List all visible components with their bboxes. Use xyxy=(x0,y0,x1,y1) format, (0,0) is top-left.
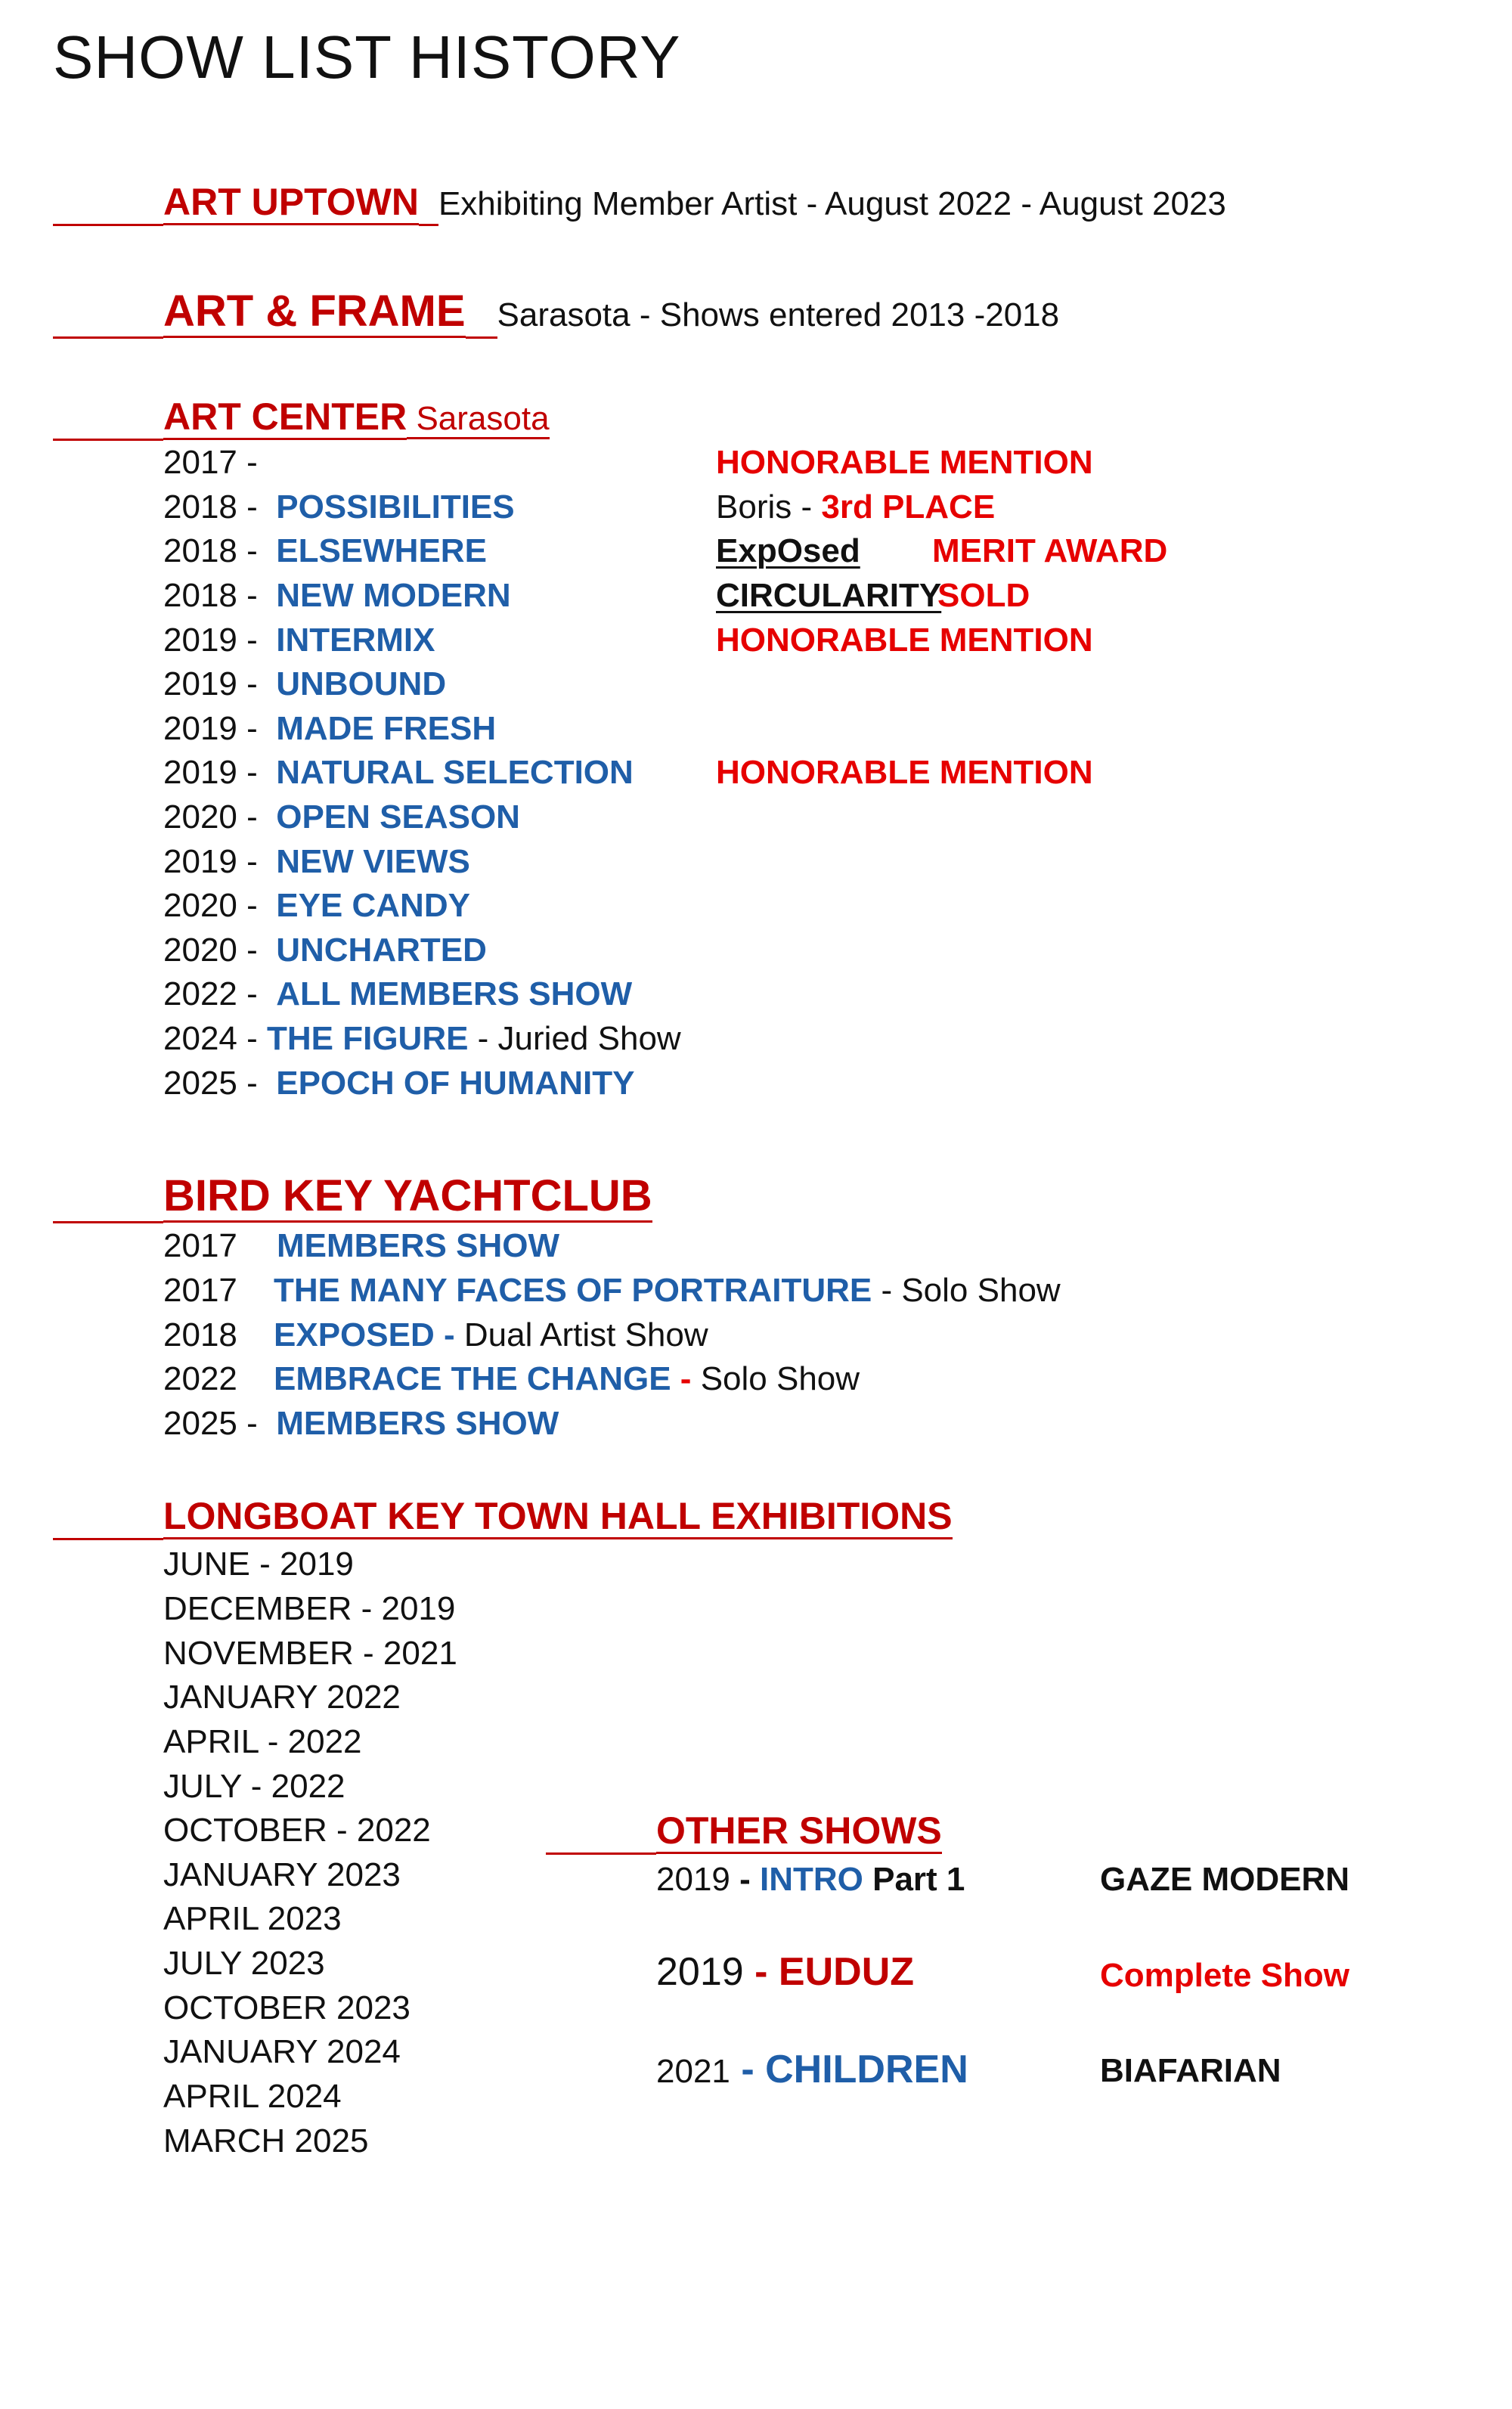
exhibition-date: JANUARY 2024 xyxy=(163,2033,401,2070)
show-name: MEMBERS SHOW xyxy=(277,1227,559,1264)
exhibition-date: APRIL - 2022 xyxy=(163,1723,362,1760)
exhibition-date: JULY - 2022 xyxy=(163,1768,345,1805)
other-show-row: 2021 - CHILDREN xyxy=(656,2048,968,2091)
art-center-row: 2020 - OPEN SEASON xyxy=(163,798,520,836)
art-center-row: 2019 - UNBOUND xyxy=(163,665,447,702)
art-center-row: 2022 - ALL MEMBERS SHOW xyxy=(163,975,633,1012)
section-description: Exhibiting Member Artist - August 2022 - August 2023 xyxy=(438,185,1226,222)
award-note: Boris - 3rd PLACE xyxy=(716,488,996,526)
artwork-title: CIRCULARITY xyxy=(716,577,942,614)
exhibition-date: OCTOBER 2023 xyxy=(163,1989,411,2026)
exhibition-date: JANUARY 2022 xyxy=(163,1679,401,1716)
other-show-venue: GAZE MODERN xyxy=(1100,1861,1349,1898)
show-name: EYE CANDY xyxy=(276,887,470,924)
exhibition-date: NOVEMBER - 2021 xyxy=(163,1635,457,1672)
show-name: EMBRACE THE CHANGE xyxy=(274,1360,671,1397)
art-center-row: 2019 - NATURAL SELECTION xyxy=(163,754,634,791)
art-center-row: 2018 - POSSIBILITIES xyxy=(163,488,515,526)
show-name: THE MANY FACES OF PORTRAITURE xyxy=(274,1272,872,1309)
exhibition-date: JANUARY 2023 xyxy=(163,1856,401,1893)
show-name: INTRO xyxy=(760,1861,863,1898)
section-art-center xyxy=(53,395,550,441)
exhibition-date: APRIL 2023 xyxy=(163,1900,342,1937)
show-name: UNCHARTED xyxy=(276,932,487,969)
art-center-row: 2024 - THE FIGURE - Juried Show xyxy=(163,1020,681,1057)
other-show-row: 2019 - EUDUZ xyxy=(656,1950,915,1994)
section-description: Sarasota - Shows entered 2013 -2018 xyxy=(497,296,1060,333)
show-name: NEW MODERN xyxy=(276,577,511,614)
page-title: SHOW LIST HISTORY xyxy=(53,23,681,91)
show-entry: THE MANY FACES OF PORTRAITURE - Solo Show xyxy=(274,1272,1061,1309)
award-label: HONORABLE MENTION xyxy=(716,622,1093,659)
bird-key-row: 2018 xyxy=(163,1316,237,1353)
bird-key-row: 2017 xyxy=(163,1272,237,1309)
art-center-row: 2019 - NEW VIEWS xyxy=(163,843,470,880)
section-bird-key xyxy=(53,1170,652,1223)
show-name: INTERMIX xyxy=(276,622,435,659)
award-label: SOLD xyxy=(937,577,1030,614)
art-center-row: 2019 - INTERMIX xyxy=(163,622,435,659)
other-show-note: Complete Show xyxy=(1100,1957,1350,1994)
section-title: OTHER SHOWS xyxy=(656,1809,942,1854)
show-name: NATURAL SELECTION xyxy=(276,754,634,791)
section-title: ART & FRAME xyxy=(163,287,466,338)
section-art-frame xyxy=(53,286,1059,339)
bird-key-row: 2022 xyxy=(163,1360,237,1397)
exhibition-date: MARCH 2025 xyxy=(163,2122,369,2159)
show-name: EUDUZ xyxy=(778,1950,915,1994)
bird-key-row: 2017 xyxy=(163,1227,237,1264)
award-label: MERIT AWARD xyxy=(932,532,1168,569)
section-art-uptown xyxy=(53,180,1226,226)
award-label: 3rd PLACE xyxy=(821,488,996,526)
show-name: OPEN SEASON xyxy=(276,798,520,836)
award-label: HONORABLE MENTION xyxy=(716,444,1093,481)
exhibition-date: JULY 2023 xyxy=(163,1945,325,1982)
exhibition-date: JUNE - 2019 xyxy=(163,1546,354,1583)
other-show-venue: BIAFARIAN xyxy=(1100,2052,1281,2089)
exhibition-date: DECEMBER - 2019 xyxy=(163,1590,456,1627)
exhibition-date: APRIL 2024 xyxy=(163,2078,342,2115)
show-entry: EMBRACE THE CHANGE - Solo Show xyxy=(274,1360,860,1397)
section-title: BIRD KEY YACHTCLUB xyxy=(163,1171,652,1223)
show-name: MADE FRESH xyxy=(276,710,497,747)
show-name: POSSIBILITIES xyxy=(276,488,515,526)
show-name: CHILDREN xyxy=(765,2048,968,2091)
show-name: UNBOUND xyxy=(276,665,447,702)
section-other-shows xyxy=(546,1809,942,1855)
art-center-row: 2020 - EYE CANDY xyxy=(163,887,470,924)
art-center-row: 2020 - UNCHARTED xyxy=(163,932,487,969)
art-center-row: 2018 - ELSEWHERE xyxy=(163,532,487,569)
show-name: EXPOSED - xyxy=(274,1316,455,1353)
section-subtitle: Sarasota xyxy=(407,400,549,439)
show-name: ALL MEMBERS SHOW xyxy=(276,975,633,1012)
award-label: HONORABLE MENTION xyxy=(716,754,1093,791)
artwork-title: ExpOsed xyxy=(716,532,860,569)
show-name: EPOCH OF HUMANITY xyxy=(276,1065,635,1102)
bird-key-row: 2025 - MEMBERS SHOW xyxy=(163,1405,559,1442)
other-show-row: 2019 - INTRO Part 1 xyxy=(656,1861,965,1898)
section-longboat xyxy=(53,1494,953,1540)
show-name: NEW VIEWS xyxy=(276,843,470,880)
art-center-row: 2019 - MADE FRESH xyxy=(163,710,497,747)
show-entry: EXPOSED - Dual Artist Show xyxy=(274,1316,708,1353)
show-name: ELSEWHERE xyxy=(276,532,487,569)
section-title: ART CENTER xyxy=(163,395,407,440)
exhibition-date: OCTOBER - 2022 xyxy=(163,1812,431,1849)
section-title: ART UPTOWN xyxy=(163,181,419,225)
art-center-row: 2018 - NEW MODERN xyxy=(163,577,511,614)
art-center-row: 2017 - xyxy=(163,444,258,481)
section-title: LONGBOAT KEY TOWN HALL EXHIBITIONS xyxy=(163,1495,953,1539)
show-name: MEMBERS SHOW xyxy=(276,1405,559,1442)
show-name: THE FIGURE xyxy=(267,1020,469,1057)
art-center-row: 2025 - EPOCH OF HUMANITY xyxy=(163,1065,635,1102)
